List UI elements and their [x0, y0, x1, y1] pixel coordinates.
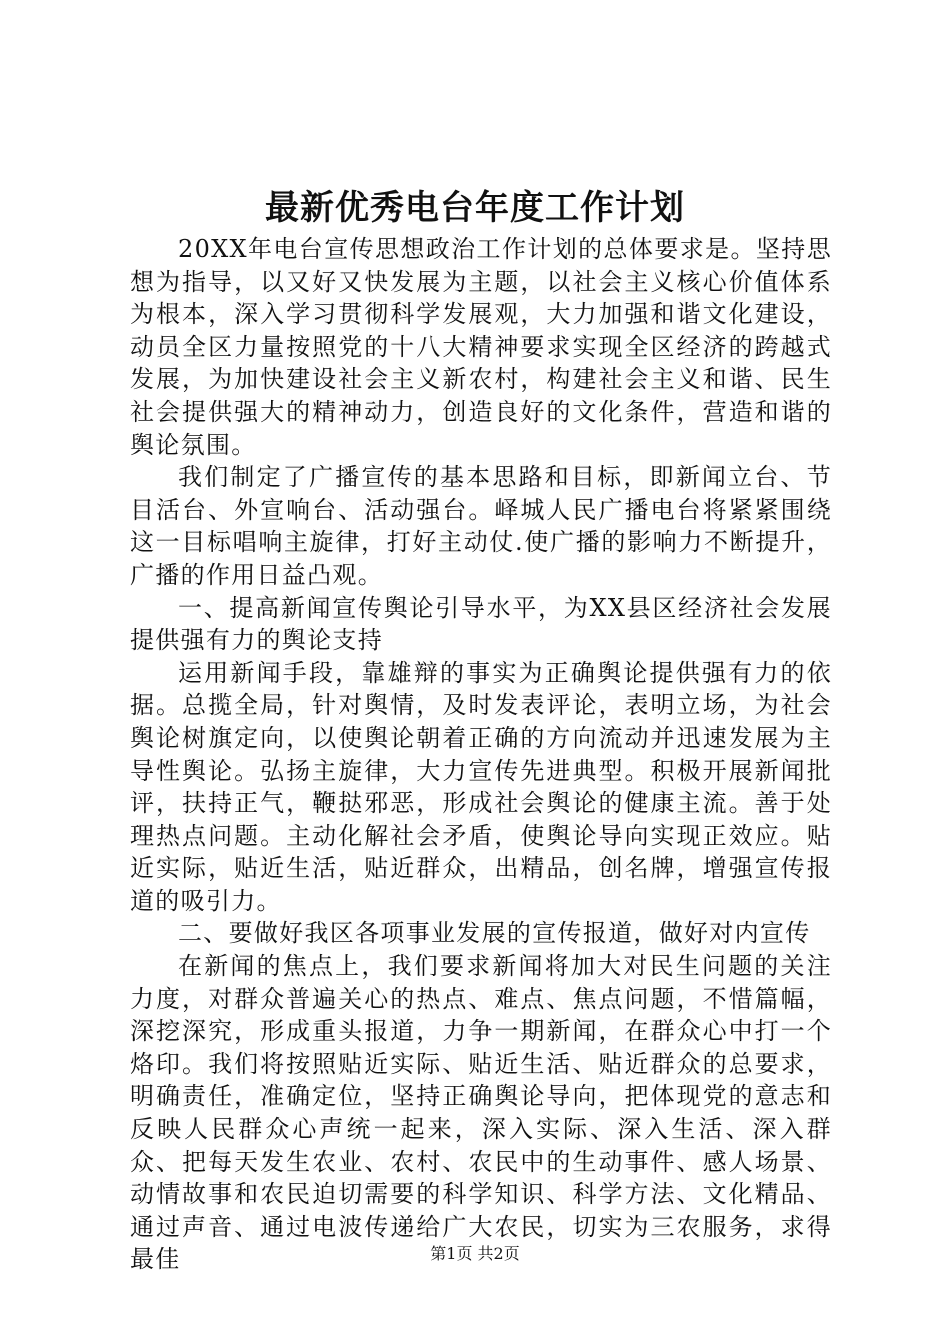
document-body — [130, 233, 832, 1276]
section-heading-2: 二、要做好我区各项事业发展的宣传报道，做好对内宣传 — [178, 919, 811, 948]
paragraph-3: 运用新闻手段，靠雄辩的事实为正确舆论提供强有力的依据。总揽全局，针对舆情，及时发表评论，表明立场，为社会舆论树旗定向，以使舆论朝着正确的方向流动并迅速发展为主导性舆论。弘扬主旋律，大力宣传先进典型。积极开展新闻批评，扶持正气，鞭挞邪恶，形成社会舆论的健康主流。善于处理热点问题。主动化解社会矛盾，使舆论导向实现正效应。贴近实际，贴近生活，贴近群众，出精品，创名牌，增强宣传报道的吸引力。 — [130, 658, 832, 915]
document-title: 最新优秀电台年度工作计划 — [265, 188, 685, 228]
paragraph-4: 在新闻的焦点上，我们要求新闻将加大对民生问题的关注力度，对群众普遍关心的热点、难点、焦点问题，不惜篇幅，深挖深究，形成重头报道，力争一期新闻，在群众心中打一个烙印。我们将按照贴近实际、贴近生活、贴近群众的总要求，明确责任，准确定位，坚持正确舆论导向，把体现党的意志和反映人民群众心声统一起来，深入实际、深入生活、深入群众、把每天发生农业、农村、农民中的生动事件、感人场景、动情故事和农民迫切需要的科学知识、科学方法、文化精品、通过声音、通过电波传递给广大农民，切实为三农服务，求得最佳 — [130, 952, 832, 1274]
paragraph-1: 20XX年电台宣传思想政治工作计划的总体要求是。坚持思想为指导，以又好又快发展为主题，以社会主义核心价值体系为根本，深入学习贯彻科学发展观，大力加强和谐文化建设，动员全区力量按照党的十八大精神要求实现全区经济的跨越式发展，为加快建设社会主义新农村，构建社会主义和谐、民生社会提供强大的精神动力，创造良好的文化条件，营造和谐的舆论氛围。 — [130, 235, 832, 459]
paragraph-2: 我们制定了广播宣传的基本思路和目标，即新闻立台、节目活台、外宣响台、活动强台。峄城人民广播电台将紧紧围绕这一目标唱响主旋律，打好主动仗.使广播的影响力不断提升，广播的作用日益凸观。 — [130, 463, 832, 589]
section-heading-1: 一、提高新闻宣传舆论引导水平，为XX县区经济社会发展提供强有力的舆论支持 — [130, 593, 832, 655]
page-number-footer: 第1页 共2页 — [430, 1244, 520, 1263]
